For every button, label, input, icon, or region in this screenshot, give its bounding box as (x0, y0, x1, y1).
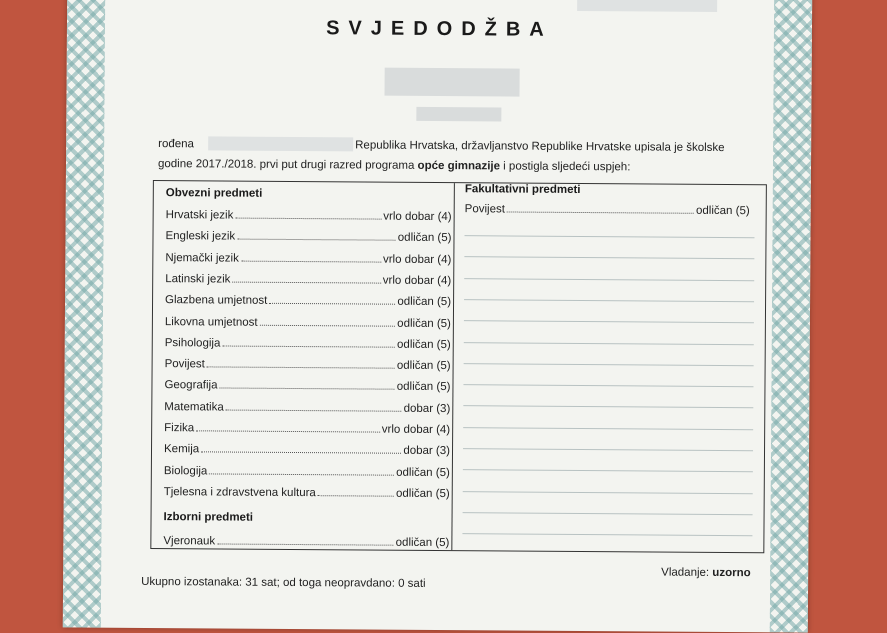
subject-row (164, 439, 450, 457)
subject-name: Latinski jezik (165, 272, 231, 286)
blank-line (465, 235, 755, 238)
subject-name: Likovna umjetnost (164, 315, 258, 329)
redacted-area (577, 0, 717, 12)
conduct (661, 567, 751, 580)
subject-row (166, 205, 452, 223)
subject-grade: vrlo dobar (4) (383, 210, 452, 224)
blank-line (464, 299, 754, 302)
subject-grade: dobar (3) (403, 445, 451, 458)
subject-name: Vjeronauk (163, 535, 216, 548)
dotted-leader (318, 495, 394, 497)
dotted-leader (222, 345, 395, 347)
dotted-leader (207, 366, 395, 368)
dotted-leader (260, 324, 396, 326)
subject-grade: dobar (3) (403, 402, 451, 415)
subject-grade: odličan (5) (396, 359, 451, 373)
subject-row (165, 269, 451, 287)
subject-name: Geografija (164, 379, 218, 392)
dotted-leader (209, 473, 394, 475)
subject-row (165, 333, 451, 351)
absences-text: Ukupno izostanaka: 31 sat; od toga neopravdano: 0 sati (141, 575, 426, 590)
conduct-value: uzorno (712, 566, 751, 580)
subject-grade: odličan (5) (397, 295, 452, 309)
blank-line (463, 448, 753, 451)
blank-line (463, 512, 753, 515)
subject-row (165, 290, 451, 308)
subject-name: Engleski jezik (165, 230, 236, 243)
subject-grade: odličan (5) (395, 536, 450, 550)
dotted-leader (201, 452, 401, 454)
dotted-leader (241, 260, 381, 262)
subject-name: Kemija (163, 443, 200, 456)
intro-line2 (158, 158, 630, 173)
subject-row (164, 482, 450, 500)
subject-grade: odličan (5) (397, 232, 452, 245)
mandatory-heading: Obvezni predmeti (165, 187, 263, 200)
dotted-leader (235, 218, 381, 220)
redacted-birth-info (208, 136, 353, 151)
blank-line (464, 320, 754, 323)
blank-line (463, 406, 753, 409)
intro-line1-suffix: Republika Hrvatska, državljanstvo Republike Hrvatske upisala je školske (355, 139, 725, 155)
subject-row (164, 397, 450, 415)
subject-row (465, 199, 750, 217)
decorative-border-right (770, 0, 812, 633)
intro-line2-suffix: i postigla sljedeći uspjeh: (499, 160, 631, 174)
subject-row (164, 461, 450, 479)
subject-name: Povijest (464, 203, 506, 216)
subject-name: Hrvatski jezik (165, 209, 234, 222)
subject-grade: odličan (5) (695, 204, 750, 218)
left-column (154, 181, 454, 550)
subject-grade: odličan (5) (396, 466, 450, 479)
document-title: SVJEDODŽBA (326, 17, 553, 41)
dotted-leader (507, 211, 694, 213)
column-divider (451, 183, 455, 550)
optional-heading: Fakultativni predmeti (464, 183, 581, 196)
program-name: opće gimnazije (417, 159, 501, 173)
dotted-leader (226, 409, 402, 411)
blank-line (464, 342, 754, 345)
subject-row (165, 354, 451, 372)
grades-table (150, 180, 767, 553)
subject-grade: odličan (5) (395, 487, 450, 500)
blank-line (464, 363, 754, 366)
conduct-label: Vladanje: (661, 566, 713, 579)
subject-grade: odličan (5) (397, 317, 451, 330)
subject-grade: odličan (5) (396, 381, 451, 394)
redacted-id (416, 107, 501, 122)
subject-row (165, 312, 451, 330)
subject-name: Matematika (164, 400, 224, 414)
blank-line (463, 469, 753, 472)
decorative-border-left (63, 0, 105, 628)
subject-grade: vrlo dobar (4) (382, 253, 452, 266)
elective-heading: Izborni predmeti (163, 511, 254, 524)
subject-name: Biologija (163, 464, 208, 477)
dotted-leader (196, 430, 380, 432)
subject-row (164, 375, 450, 393)
intro-line1-prefix: rođena (158, 138, 195, 151)
subject-row (163, 531, 449, 549)
subject-name: Povijest (164, 358, 205, 371)
dotted-leader (217, 543, 394, 545)
subject-row (164, 418, 450, 436)
subject-name: Glazbena umjetnost (165, 294, 268, 307)
intro-line2-prefix: godine 2017./2018. prvi put drugi razred programa (157, 158, 418, 172)
dotted-leader (232, 281, 380, 283)
subject-name: Fizika (164, 422, 195, 435)
right-column (455, 183, 765, 218)
subject-name: Njemački jezik (165, 251, 239, 265)
redacted-name (384, 68, 519, 97)
dotted-leader (237, 239, 396, 241)
blank-line (464, 256, 754, 259)
dotted-leader (269, 303, 395, 305)
blank-line (463, 384, 753, 387)
subject-name: Psihologija (164, 336, 221, 350)
subject-name: Tjelesna i zdravstvena kultura (163, 485, 316, 500)
blank-line (463, 491, 753, 494)
certificate-paper (63, 0, 812, 633)
subject-row (165, 248, 451, 266)
subject-grade: vrlo dobar (4) (382, 274, 452, 287)
subject-row (165, 226, 451, 244)
blank-line (462, 533, 752, 536)
dotted-leader (220, 388, 395, 390)
subject-grade: odličan (5) (397, 338, 451, 351)
blank-line (463, 427, 753, 430)
blank-line (464, 278, 754, 281)
subject-grade: vrlo dobar (4) (381, 423, 451, 437)
